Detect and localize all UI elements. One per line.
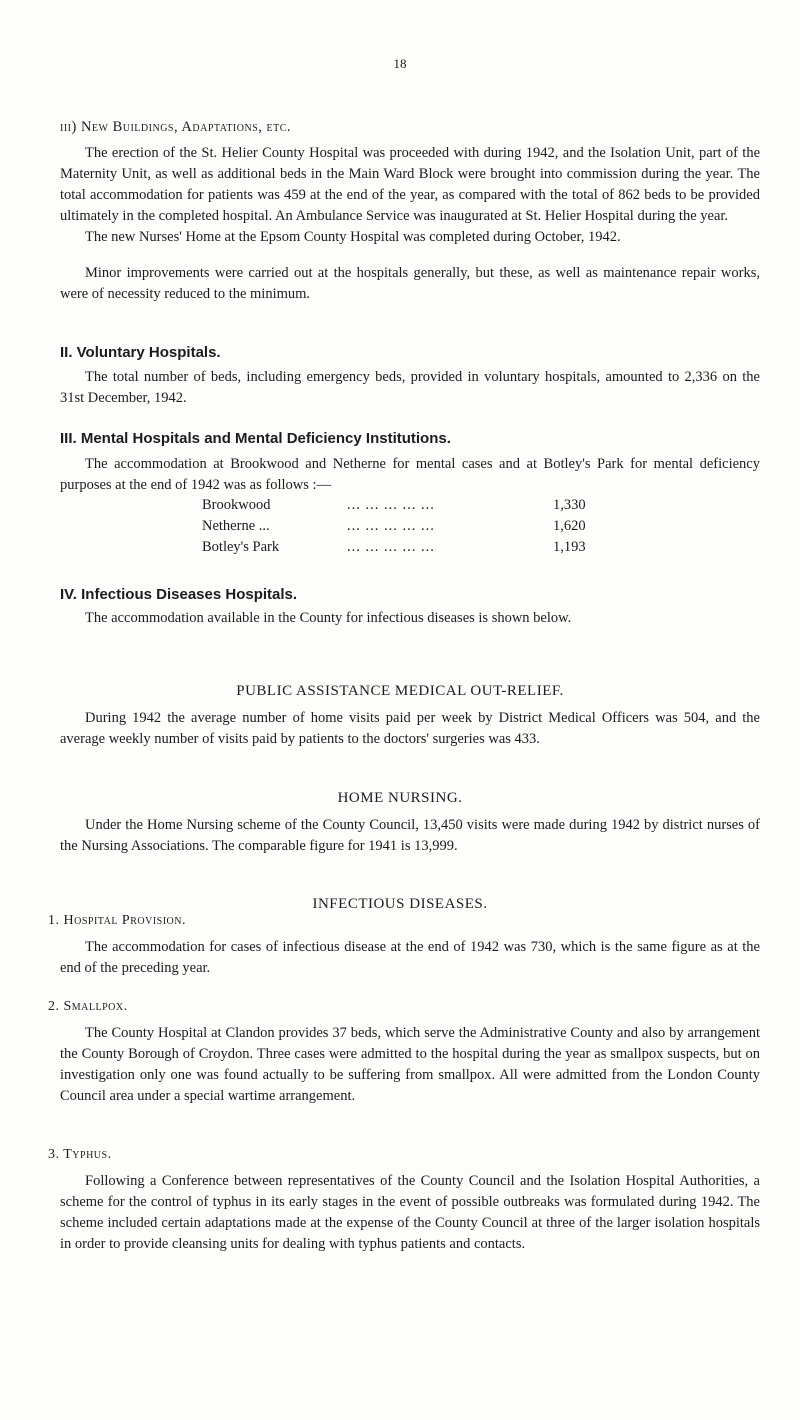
section-heading-mental-hospitals: III. Mental Hospitals and Mental Deficiency Institutions.: [60, 430, 451, 447]
paragraph-minor-improvements: Minor improvements were carried out at the hospitals generally, but these, as well as maintenance repair works, were of necessity reduced to the minimum.: [60, 265, 760, 302]
row-name: Brookwood: [202, 497, 271, 513]
subheading-typhus: 3. Typhus.: [48, 1147, 112, 1162]
page-number: 18: [393, 56, 407, 71]
paragraph-st-helier: The erection of the St. Helier County Hospital was proceeded with during 1942, and the Isolation Unit, part of the Maternity Unit, as well as additional beds in the Main Ward Block were brought into commission during the year. The total accommodation for patients was 459 at the end of the year, as compared with the total of 862 beds to be provided ultimately in the completed hospital. An Ambulance Service was inaugurated at St. Helier Hospital during the year.: [60, 145, 760, 224]
section-heading-home-nursing: HOME NURSING.: [337, 790, 463, 806]
paragraph-out-relief: During 1942 the average number of home visits paid per week by District Medical Officers was 504, and the average weekly number of visits paid by patients to the doctors' surgeries was 433.: [60, 710, 760, 747]
subheading-smallpox: 2. Smallpox.: [48, 999, 128, 1014]
paragraph-smallpox: The County Hospital at Clandon provides 37 beds, which serve the Administrative County and also by arrangement the County Borough of Croydon. Three cases were admitted to the hospital during the year as smallpox suspects, but on investigation only one was found actually to be suffering from smallpox. All were admitted from the London County Council area under a special wartime arrangement.: [60, 1025, 760, 1104]
row-value: 1,620: [553, 518, 586, 534]
paragraph-hospital-provision: The accommodation for cases of infectious disease at the end of 1942 was 730, which is the same figure as at the end of the preceding year.: [60, 939, 760, 976]
section-heading-infectious-hospitals: IV. Infectious Diseases Hospitals.: [60, 586, 298, 603]
row-name: Botley's Park: [202, 539, 280, 555]
paragraph-typhus: Following a Conference between representatives of the County Council and the Isolation Hospital Authorities, a scheme for the control of typhus in its early stages in the event of possible outbreaks was formulated during 1942. The scheme included certain adaptations made at the expense of the County Council at three of the larger isolation hospitals in order to provide cleansing units for dealing with typhus patients and contacts.: [60, 1173, 760, 1252]
paragraph-voluntary-beds: The total number of beds, including emergency beds, provided in voluntary hospitals, amounted to 2,336 on the 31st December, 1942.: [60, 369, 760, 406]
paragraph-nurses-home: The new Nurses' Home at the Epsom County Hospital was completed during October, 1942.: [85, 229, 621, 245]
section-heading-voluntary-hospitals: II. Voluntary Hospitals.: [60, 344, 221, 361]
subheading-hospital-provision: 1. Hospital Provision.: [48, 913, 186, 928]
paragraph-mental-accommodation: The accommodation at Brookwood and Netherne for mental cases and at Botley's Park for mental deficiency purposes at the end of 1942 was as follows :—: [60, 456, 760, 493]
row-leader-dots: ... ... ... ... ...: [347, 497, 435, 513]
section-heading-public-assistance: PUBLIC ASSISTANCE MEDICAL OUT-RELIEF.: [236, 683, 564, 699]
section-heading-infectious-diseases: INFECTIOUS DISEASES.: [312, 896, 488, 912]
row-value: 1,330: [553, 497, 586, 513]
row-name: Netherne ...: [202, 518, 270, 534]
section-heading-new-buildings: iii) New Buildings, Adaptations, etc.: [60, 119, 292, 135]
paragraph-infectious-accommodation: The accommodation available in the County for infectious diseases is shown below.: [85, 610, 572, 626]
paragraph-home-nursing: Under the Home Nursing scheme of the County Council, 13,450 visits were made during 1942 by district nurses of the Nursing Associations. The comparable figure for 1941 is 13,999.: [60, 817, 760, 854]
row-leader-dots: ... ... ... ... ...: [347, 518, 435, 534]
row-value: 1,193: [553, 539, 586, 555]
row-leader-dots: ... ... ... ... ...: [347, 539, 435, 555]
